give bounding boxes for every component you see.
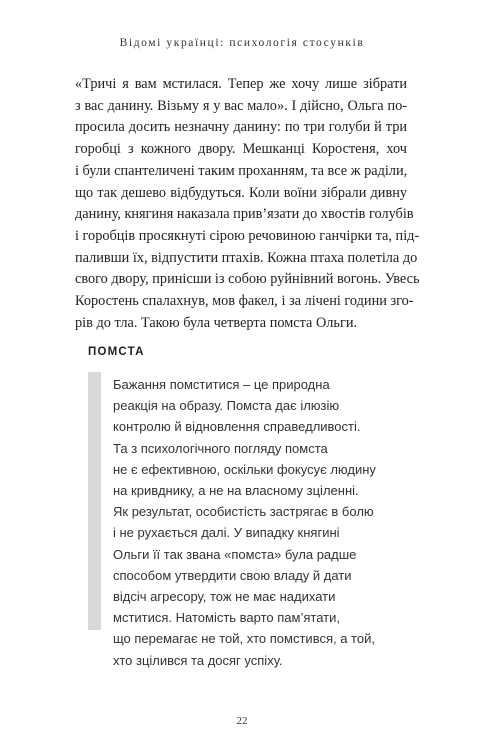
body-line: з вас данину. Візьму я у вас мало». І дійсно, Ольга по-: [75, 97, 407, 114]
sidebar-line: Та з психологічного погляду помста: [113, 440, 328, 456]
sidebar-line: реакція на образу. Помста дає ілюзію: [113, 398, 340, 414]
body-line: і горобців просякнуті сірою речовиною ганчірки та, під-: [75, 227, 420, 244]
sidebar-line: мститися. Натомість варто пам’ятати,: [113, 610, 340, 626]
body-line: і були спантеличені таким проханням, та все ж раділи,: [75, 162, 408, 179]
sidebar-line: Як результат, особистість застрягає в болю: [113, 504, 374, 520]
body-line: рів до тла. Такою була четверта помста Ольги.: [75, 314, 358, 331]
sidebar-heading: ПОМСТА: [88, 346, 145, 358]
body-line: горобці з кожного двору. Мешканці Коростеня, хоч: [75, 141, 407, 158]
sidebar-line: Бажання помститися – це природна: [113, 377, 330, 392]
body-line: «Тричі я вам мстилася. Тепер же хочу лише зібрати: [75, 76, 407, 92]
body-text: [75, 74, 420, 334]
body-line: просила досить незначну данину: по три голуби й три: [75, 119, 407, 136]
sidebar-line: контролю й відновлення справедливості.: [113, 419, 361, 435]
running-head: Відомі українці: психологія стосунків: [119, 37, 365, 49]
sidebar-accent-bar: [88, 372, 101, 630]
sidebar-line: не є ефективною, оскільки фокусує людину: [113, 461, 376, 477]
sidebar-line: відсіч агресору, тож не має надихати: [113, 589, 336, 605]
sidebar-line: на кривднику, а не на власному зціленні.: [113, 483, 359, 499]
body-line: данину, княгиня наказала прив’язати до хвостів голубів: [75, 206, 414, 223]
sidebar-line: хто зцілився та досяг успіху.: [113, 652, 283, 668]
sidebar-line: Ольги її так звана «помста» була радше: [113, 546, 357, 562]
sidebar-text: [113, 374, 413, 671]
body-line: Коростень спалахнув, мов факел, і за лічені години зго-: [75, 293, 414, 310]
sidebar-line: способом утвердити свою владу й дати: [113, 567, 352, 583]
sidebar-line: і не рухається далі. У випадку княгині: [113, 525, 340, 541]
body-line: свого двору, принісши із собою руйнівний вогонь. Увесь: [75, 271, 420, 288]
sidebar-line: що перемагає не той, хто помстився, а той,: [113, 631, 375, 647]
page-number: 22: [236, 715, 248, 727]
body-line: що так дешево відбудуться. Коли воїни зібрали дивну: [75, 184, 407, 201]
body-line: паливши їх, відпустити птахів. Кожна птаха полетіла до: [75, 249, 418, 266]
